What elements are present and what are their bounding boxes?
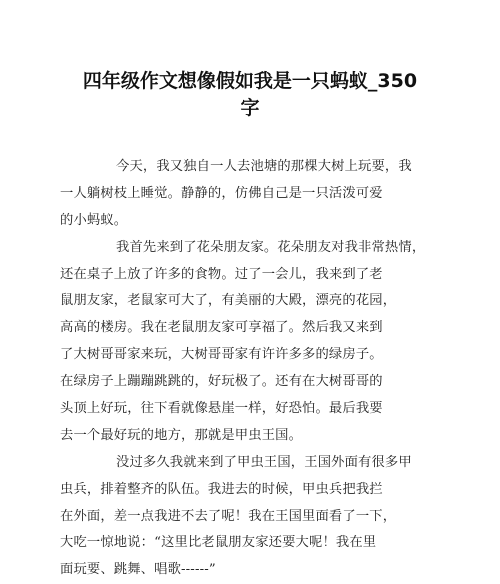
paragraph-line: 今天，我又独自一人去池塘的那棵大树上玩要，我 <box>116 159 412 174</box>
paragraph-line: 虫兵，排着整齐的队伍。我进去的时候，甲虫兵把我拦 <box>60 481 383 497</box>
paragraph-line: 大吃一惊地说：“这里比老鼠朋友家还要大呢！我在里 <box>60 535 377 551</box>
document-body <box>60 154 426 584</box>
paragraph-line: 在外面，差一点我进不去了呢！我在王国里面看了一下， <box>60 508 397 524</box>
paragraph-line: 还在桌子上放了许多的食物。过了一会儿，我来到了老 <box>60 266 383 282</box>
paragraph-line: 面玩要、跳舞、唱歌------” <box>60 562 216 578</box>
document-title <box>40 68 460 122</box>
paragraph-line: 头顶上好玩，往下看就像悬崖一样，好恐怕。最后我要 <box>60 401 383 417</box>
paragraph-line: 去一个最好玩的地方，那就是甲虫王国。 <box>60 427 303 443</box>
paragraph-line: 我首先来到了花朵朋友家。花朵朋友对我非常热情， <box>116 239 426 255</box>
paragraph-line: 没过多久我就来到了甲虫王国，王国外面有很多甲 <box>116 454 412 470</box>
paragraph-line: 的小蚂蚁。 <box>60 212 128 228</box>
paragraph-line: 一人躺树枝上睡觉。静静的，仿佛自己是一只活泼可爱 <box>60 185 383 201</box>
paragraph-line: 了大树哥哥家来玩，大树哥哥家有许许多多的绿房子。 <box>60 347 383 363</box>
title-line-1: 四年级作文想像假如我是一只蚂蚁_350 <box>82 70 418 92</box>
paragraph-line: 在绿房子上蹦蹦跳跳的，好玩极了。还有在大树哥哥的 <box>60 374 383 390</box>
title-line-2: 字 <box>240 97 260 119</box>
paragraph-line: 高高的楼房。我在老鼠朋友家可享福了。然后我又来到 <box>60 320 383 336</box>
paragraph-line: 鼠朋友家，老鼠家可大了，有美丽的大殿，漂亮的花园， <box>60 293 397 309</box>
